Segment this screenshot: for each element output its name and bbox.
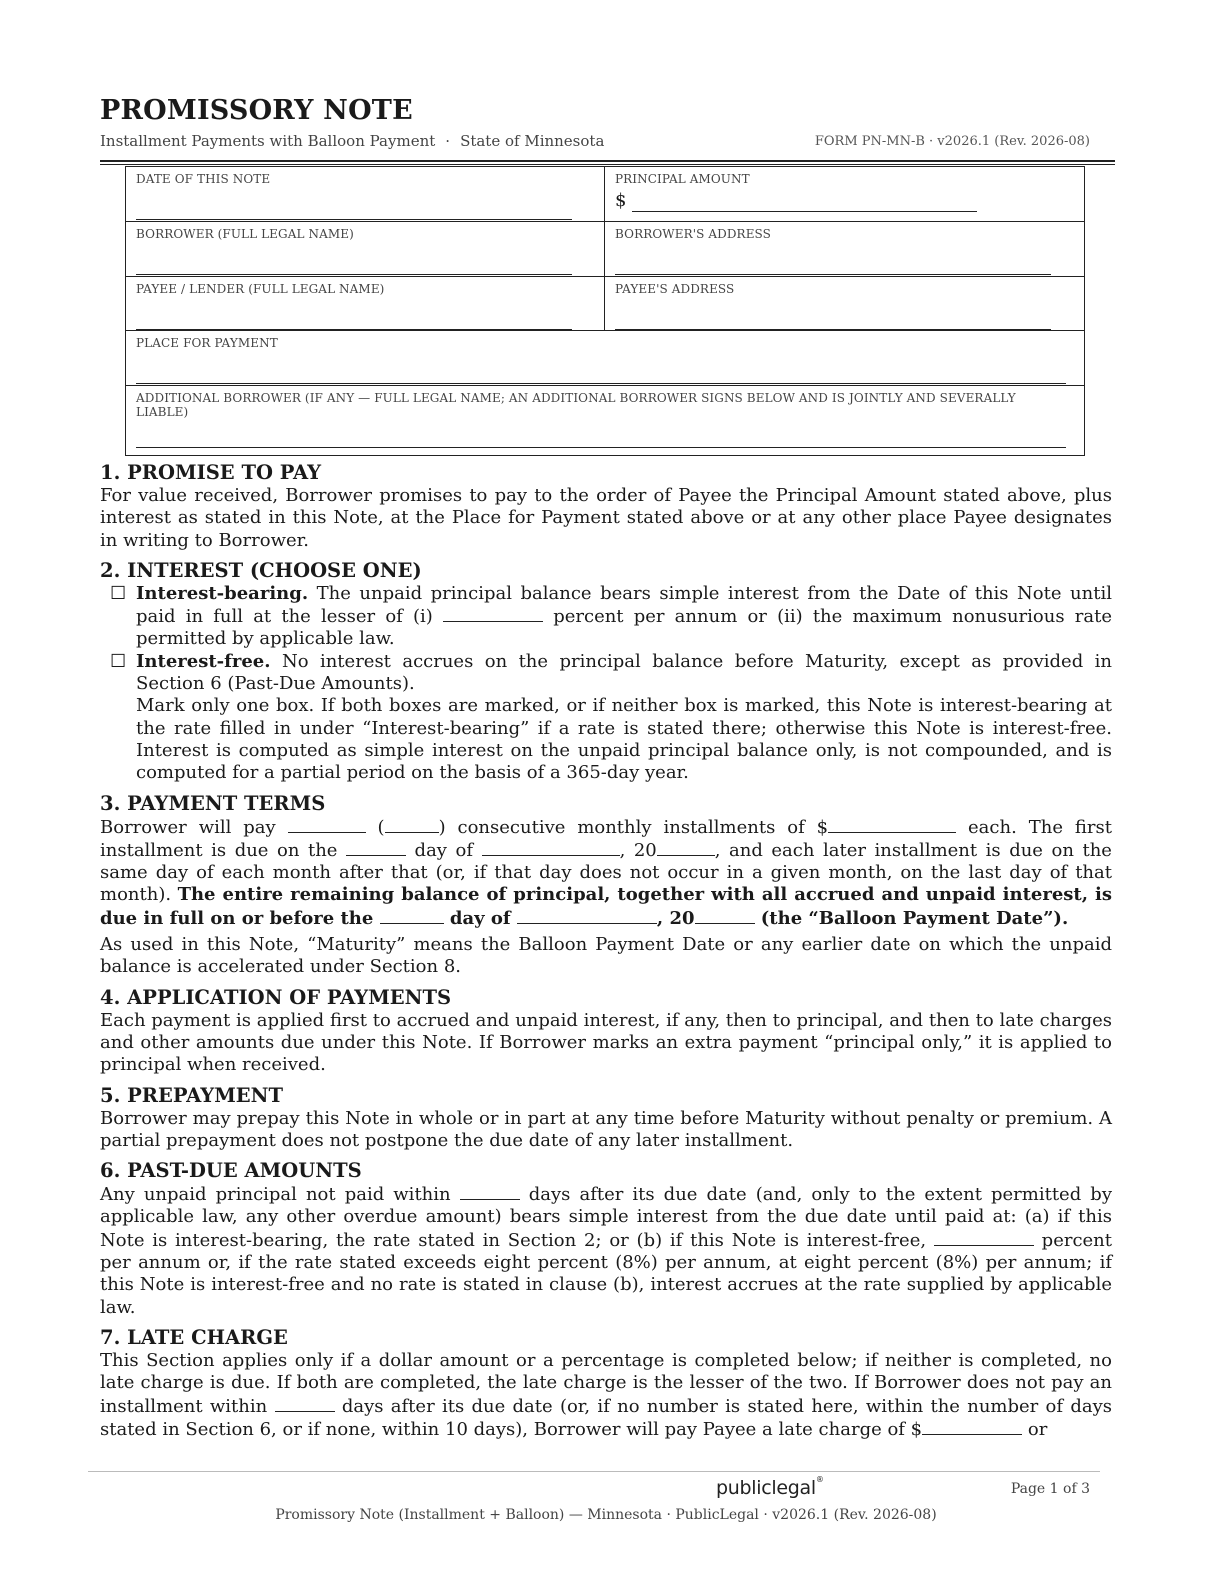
option-title: Interest-free. xyxy=(136,650,271,672)
text-run: This Section applies only if a dollar amount or a percentage is completed below; if neither is completed, no late charge is due. If both are completed, the late charge is the lesser of the two. If Borrower does not pay an installment within xyxy=(100,1349,1112,1417)
interest-note: Mark only one box. If both boxes are marked, or if neither box is marked, this Note is interest-bearing at the rate filled in under “Interest-bearing” if a rate is stated there; otherwise this Note is interest-free. Interest is computed as simple interest on the unpaid principal balance only, is not compounded, and is computed for a partial period on the basis of a 365-day year. xyxy=(136,695,1112,784)
date-field[interactable] xyxy=(136,201,572,220)
form-id: FORM PN-MN-B · v2026.1 (Rev. 2026-08) xyxy=(814,134,1090,149)
past-due-text xyxy=(100,1183,1112,1319)
text-run: day of xyxy=(449,907,511,929)
text-run: (the “Balloon Payment Date”). xyxy=(760,907,1069,929)
borrower-cell xyxy=(126,222,605,277)
section-past-due xyxy=(100,1158,1112,1319)
subtitle-state: State of Minnesota xyxy=(460,132,605,150)
additional-borrower-label: ADDITIONAL BORROWER (IF ANY — FULL LEGAL NAME; AN ADDITIONAL BORROWER SIGNS BELOW AND IS JOINTLY AND SEVERALLY LIABLE) xyxy=(136,391,1016,419)
dollar-sign: $ xyxy=(615,190,627,211)
section-heading: 6. PAST-DUE AMOUNTS xyxy=(100,1159,362,1183)
borrower-address-label: BORROWER'S ADDRESS xyxy=(615,227,771,241)
section-heading: 2. INTEREST (CHOOSE ONE) xyxy=(100,558,422,582)
section-prepayment xyxy=(100,1083,1112,1153)
text-run: Any unpaid principal not paid within xyxy=(100,1184,451,1206)
borrower-label: BORROWER (FULL LEGAL NAME) xyxy=(136,227,354,241)
balloon-day-blank[interactable] xyxy=(380,907,444,924)
section-heading: 1. PROMISE TO PAY xyxy=(100,461,322,484)
option-text: No interest accrues on the principal balance before Maturity, except as provided in Section 6 (Past-Due Amounts). xyxy=(136,650,1112,695)
text-run: , 20 xyxy=(656,907,695,929)
installments-number-blank[interactable] xyxy=(385,816,439,833)
note-body xyxy=(100,460,1112,1447)
principal-cell xyxy=(605,167,1085,222)
text-run: ( xyxy=(377,816,385,838)
page-number: Page 1 of 3 xyxy=(1010,1481,1090,1497)
section-text: Borrower may prepay this Note in whole or in part at any time before Maturity without penalty or premium. A partial prepayment does not postpone the due date of any later installment. xyxy=(100,1107,1112,1151)
section-text: For value received, Borrower promises to pay to the order of Payee the Principal Amount stated above, plus interest as stated in this Note, at the Place for Payment stated above or at any other place Payee designates in writing to Borrower. xyxy=(100,485,1112,551)
interest-bearing-checkbox[interactable]: ☐ xyxy=(110,582,127,604)
interest-free-option xyxy=(100,651,1112,696)
principal-label: PRINCIPAL AMOUNT xyxy=(615,172,750,186)
balloon-month-blank[interactable] xyxy=(517,907,657,924)
installments-words-blank[interactable] xyxy=(288,816,366,833)
section-heading: 3. PAYMENT TERMS xyxy=(100,791,326,815)
balloon-year-blank[interactable] xyxy=(695,907,755,924)
text-run: The entire remaining balance of principal, together with all accrued and unpaid interest, is due in full on or before the xyxy=(100,884,1112,929)
text-run: day of xyxy=(414,839,474,861)
header-rule-thin xyxy=(100,164,1115,165)
subtitle-type: Installment Payments with Balloon Payment xyxy=(100,132,436,150)
publiclegal-logo: publiclegal® xyxy=(716,1475,824,1499)
section-heading: 7. LATE CHARGE xyxy=(100,1325,288,1349)
text-run: , 20 xyxy=(619,839,657,861)
place-cell xyxy=(126,331,1085,386)
text-run: , and each later installment is due on the same day of each month after that (or, if that day does not occur in a given month, on the last day of that month). xyxy=(100,839,1112,906)
date-label: DATE OF THIS NOTE xyxy=(136,172,271,186)
fields-table xyxy=(125,166,1085,456)
option-text: The unpaid principal balance bears simple interest from the Date of this Note until paid in full at the lesser of (i) xyxy=(136,582,1112,628)
text-run: each. The first installment is due on the xyxy=(100,816,1112,861)
additional-borrower-cell xyxy=(126,386,1085,456)
header-rule-thick xyxy=(100,160,1115,162)
first-year-blank[interactable] xyxy=(657,839,715,856)
footer-text: Promissory Note (Installment + Balloon) — Minnesota · PublicLegal · v2026.1 (Rev. 2026-08) xyxy=(275,1507,937,1523)
section-promise xyxy=(100,460,1112,552)
text-run: days after its due date (and, only to the extent permitted by applicable law, any other overdue amount) bears simple interest from the due date until paid at: (a) if this Note is interest-bearing, the rate stated in Section 2; or (b) if this Note is interest-free, xyxy=(100,1184,1112,1251)
section-interest xyxy=(100,558,1112,785)
payee-name-field[interactable] xyxy=(136,311,572,330)
payee-cell xyxy=(126,277,605,331)
first-month-blank[interactable] xyxy=(482,839,620,856)
section-text: Each payment is applied first to accrued and unpaid interest, if any, then to principal, and then to late charges and other amounts due under this Note. If Borrower marks an extra payment “principal only,” it is applied to principal when received. xyxy=(100,1009,1112,1076)
text-run: days after its due date (or, if no number is stated here, within the number of days stated in Section 6, or if none, within 10 days), Borrower will pay Payee a late charge of $ xyxy=(100,1395,1112,1440)
footer-rule xyxy=(88,1471,1100,1472)
text-run: percent per annum or, if the rate stated exceeds eight percent (8%) per annum, at eight percent (8%) per annum; if this Note is interest-free and no rate is stated in clause (b), interest accrues at the rate supplied by applicable law. xyxy=(100,1229,1113,1318)
date-cell xyxy=(126,167,605,222)
late-charge-amount-blank[interactable] xyxy=(922,1418,1022,1435)
late-charge-text xyxy=(100,1350,1112,1441)
late-days-blank[interactable] xyxy=(275,1395,335,1412)
section-payment-terms xyxy=(100,791,1112,979)
balloon-clause xyxy=(100,884,1112,928)
additional-borrower-field[interactable] xyxy=(136,429,1066,448)
interest-rate-blank[interactable] xyxy=(443,605,543,622)
brand-text: publiclegal xyxy=(716,1477,816,1499)
place-field[interactable] xyxy=(136,365,1066,384)
section-heading: 5. PREPAYMENT xyxy=(100,1083,283,1107)
interest-free-checkbox[interactable]: ☐ xyxy=(110,650,127,672)
installment-amount-blank[interactable] xyxy=(828,816,956,833)
payee-address-label: PAYEE'S ADDRESS xyxy=(615,282,735,296)
borrower-name-field[interactable] xyxy=(136,256,572,275)
text-run: ) consecutive monthly installments of $ xyxy=(438,816,829,838)
text-run: or xyxy=(1027,1418,1048,1440)
grace-days-blank[interactable] xyxy=(460,1183,520,1200)
borrower-address-field[interactable] xyxy=(615,256,1051,275)
payee-label: PAYEE / LENDER (FULL LEGAL NAME) xyxy=(136,282,385,296)
principal-amount-field[interactable] xyxy=(632,193,977,212)
interest-bearing-option xyxy=(100,583,1112,651)
section-heading: 4. APPLICATION OF PAYMENTS xyxy=(100,985,452,1009)
subtitle-separator: · xyxy=(445,132,451,150)
page-title: PROMISSORY NOTE xyxy=(100,95,413,126)
first-day-blank[interactable] xyxy=(346,839,406,856)
payee-address-cell xyxy=(605,277,1085,331)
payment-terms-text xyxy=(100,816,1112,930)
option-title: Interest-bearing. xyxy=(136,582,309,604)
section-late-charge xyxy=(100,1325,1112,1441)
section-application xyxy=(100,985,1112,1077)
option-text: percent per annum or (ii) the maximum nonusurious rate permitted by applicable law. xyxy=(136,606,1112,650)
subtitle xyxy=(100,132,604,150)
borrower-address-cell xyxy=(605,222,1085,277)
text-run: Borrower will pay xyxy=(100,816,276,838)
payee-address-field[interactable] xyxy=(615,311,1051,330)
place-label: PLACE FOR PAYMENT xyxy=(136,336,278,350)
default-rate-blank[interactable] xyxy=(934,1229,1034,1246)
maturity-definition: As used in this Note, “Maturity” means the Balloon Payment Date or any earlier date on which the unpaid balance is accelerated under Section 8. xyxy=(100,934,1112,978)
